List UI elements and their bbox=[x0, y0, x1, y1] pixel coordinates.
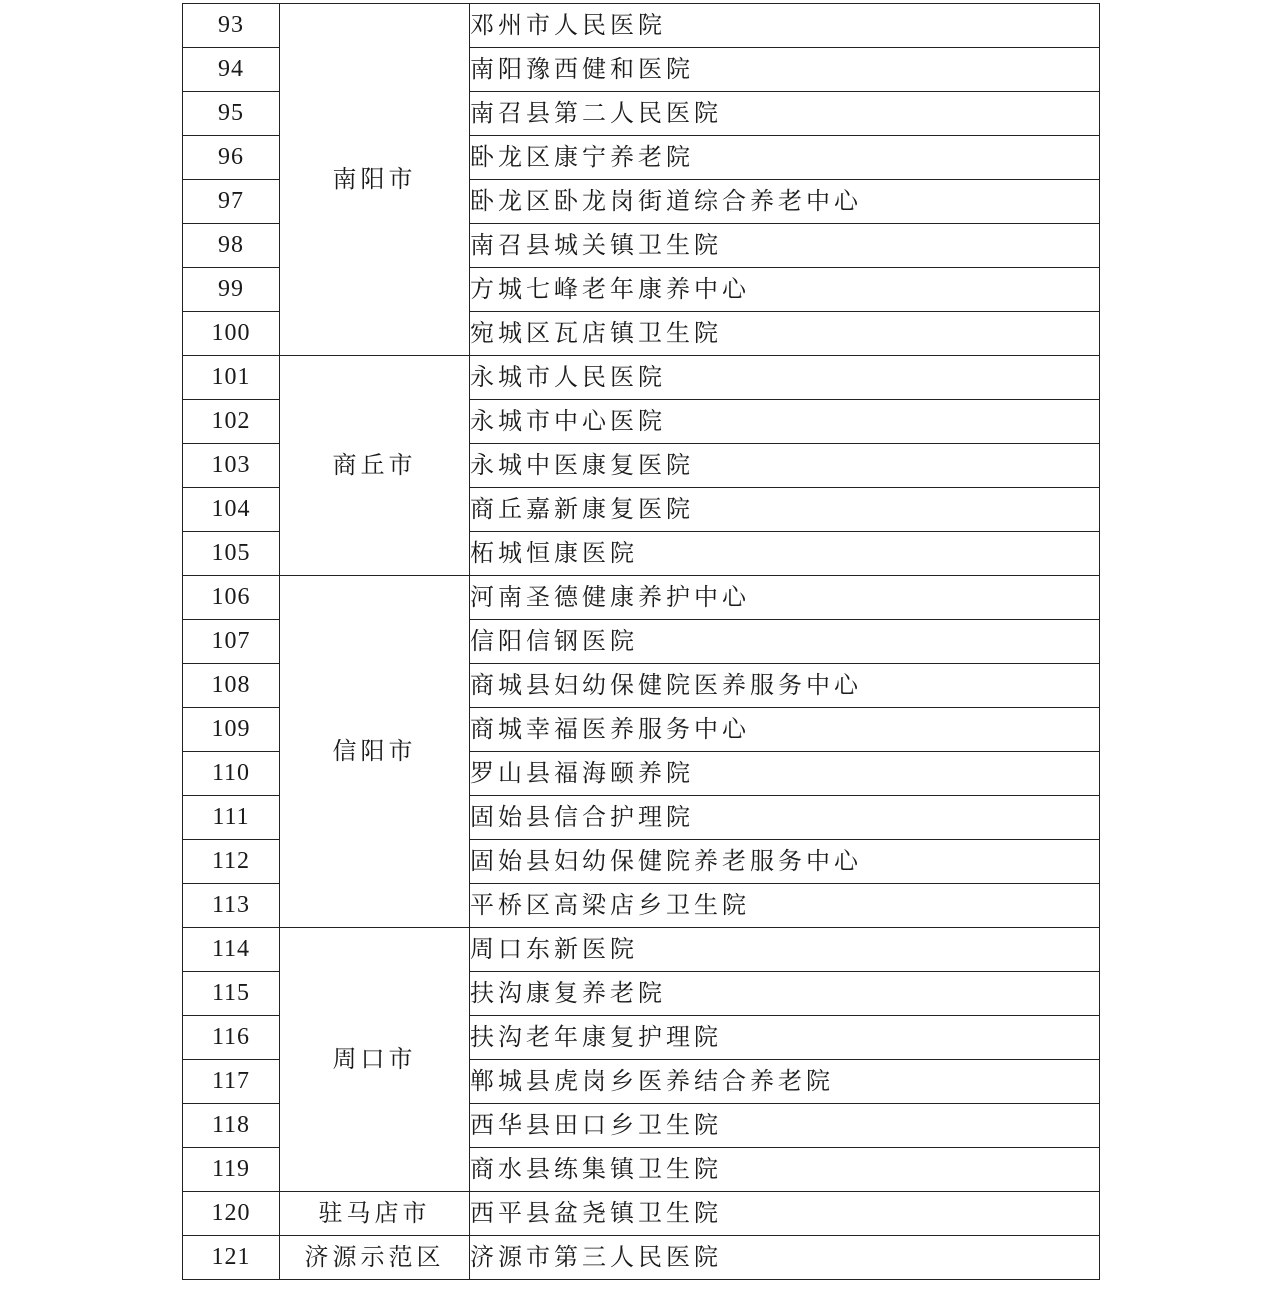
institution-name: 商城幸福医养服务中心 bbox=[470, 708, 1100, 752]
institution-name: 南召县城关镇卫生院 bbox=[470, 224, 1100, 268]
city-cell: 信阳市 bbox=[280, 576, 470, 928]
institution-table bbox=[182, 3, 1100, 1280]
row-number: 109 bbox=[183, 708, 280, 752]
institution-name: 济源市第三人民医院 bbox=[470, 1236, 1100, 1280]
row-number: 113 bbox=[183, 884, 280, 928]
city-cell: 驻马店市 bbox=[280, 1192, 470, 1236]
row-number: 106 bbox=[183, 576, 280, 620]
table-body bbox=[183, 4, 1100, 1280]
institution-name: 河南圣德健康养护中心 bbox=[470, 576, 1100, 620]
city-cell: 济源示范区 bbox=[280, 1236, 470, 1280]
table-row bbox=[183, 576, 1100, 620]
row-number: 115 bbox=[183, 972, 280, 1016]
institution-name: 宛城区瓦店镇卫生院 bbox=[470, 312, 1100, 356]
row-number: 110 bbox=[183, 752, 280, 796]
table-row bbox=[183, 1236, 1100, 1280]
row-number: 107 bbox=[183, 620, 280, 664]
institution-name: 南阳豫西健和医院 bbox=[470, 48, 1100, 92]
row-number: 103 bbox=[183, 444, 280, 488]
institution-name: 方城七峰老年康养中心 bbox=[470, 268, 1100, 312]
institution-name: 西平县盆尧镇卫生院 bbox=[470, 1192, 1100, 1236]
institution-name: 扶沟老年康复护理院 bbox=[470, 1016, 1100, 1060]
institution-name: 罗山县福海颐养院 bbox=[470, 752, 1100, 796]
table-row bbox=[183, 928, 1100, 972]
row-number: 112 bbox=[183, 840, 280, 884]
institution-name: 永城市人民医院 bbox=[470, 356, 1100, 400]
institution-name: 永城中医康复医院 bbox=[470, 444, 1100, 488]
row-number: 97 bbox=[183, 180, 280, 224]
institution-name: 信阳信钢医院 bbox=[470, 620, 1100, 664]
row-number: 102 bbox=[183, 400, 280, 444]
row-number: 101 bbox=[183, 356, 280, 400]
institution-name: 卧龙区卧龙岗街道综合养老中心 bbox=[470, 180, 1100, 224]
row-number: 99 bbox=[183, 268, 280, 312]
institution-name: 南召县第二人民医院 bbox=[470, 92, 1100, 136]
row-number: 116 bbox=[183, 1016, 280, 1060]
row-number: 100 bbox=[183, 312, 280, 356]
row-number: 93 bbox=[183, 4, 280, 48]
row-number: 118 bbox=[183, 1104, 280, 1148]
institution-name: 卧龙区康宁养老院 bbox=[470, 136, 1100, 180]
row-number: 104 bbox=[183, 488, 280, 532]
institution-name: 邓州市人民医院 bbox=[470, 4, 1100, 48]
table-row bbox=[183, 356, 1100, 400]
institution-name: 固始县妇幼保健院养老服务中心 bbox=[470, 840, 1100, 884]
institution-name: 永城市中心医院 bbox=[470, 400, 1100, 444]
institution-name: 扶沟康复养老院 bbox=[470, 972, 1100, 1016]
row-number: 94 bbox=[183, 48, 280, 92]
row-number: 98 bbox=[183, 224, 280, 268]
row-number: 105 bbox=[183, 532, 280, 576]
institution-name: 周口东新医院 bbox=[470, 928, 1100, 972]
institution-name: 郸城县虎岗乡医养结合养老院 bbox=[470, 1060, 1100, 1104]
institution-name: 商丘嘉新康复医院 bbox=[470, 488, 1100, 532]
row-number: 96 bbox=[183, 136, 280, 180]
row-number: 95 bbox=[183, 92, 280, 136]
row-number: 108 bbox=[183, 664, 280, 708]
institution-name: 西华县田口乡卫生院 bbox=[470, 1104, 1100, 1148]
row-number: 120 bbox=[183, 1192, 280, 1236]
institution-name: 柘城恒康医院 bbox=[470, 532, 1100, 576]
row-number: 121 bbox=[183, 1236, 280, 1280]
city-cell: 商丘市 bbox=[280, 356, 470, 576]
row-number: 114 bbox=[183, 928, 280, 972]
row-number: 119 bbox=[183, 1148, 280, 1192]
institution-name: 商水县练集镇卫生院 bbox=[470, 1148, 1100, 1192]
city-cell: 南阳市 bbox=[280, 4, 470, 356]
row-number: 111 bbox=[183, 796, 280, 840]
city-cell: 周口市 bbox=[280, 928, 470, 1192]
institution-name: 商城县妇幼保健院医养服务中心 bbox=[470, 664, 1100, 708]
institution-name: 固始县信合护理院 bbox=[470, 796, 1100, 840]
institution-name: 平桥区高梁店乡卫生院 bbox=[470, 884, 1100, 928]
table-row bbox=[183, 4, 1100, 48]
table-row bbox=[183, 1192, 1100, 1236]
row-number: 117 bbox=[183, 1060, 280, 1104]
